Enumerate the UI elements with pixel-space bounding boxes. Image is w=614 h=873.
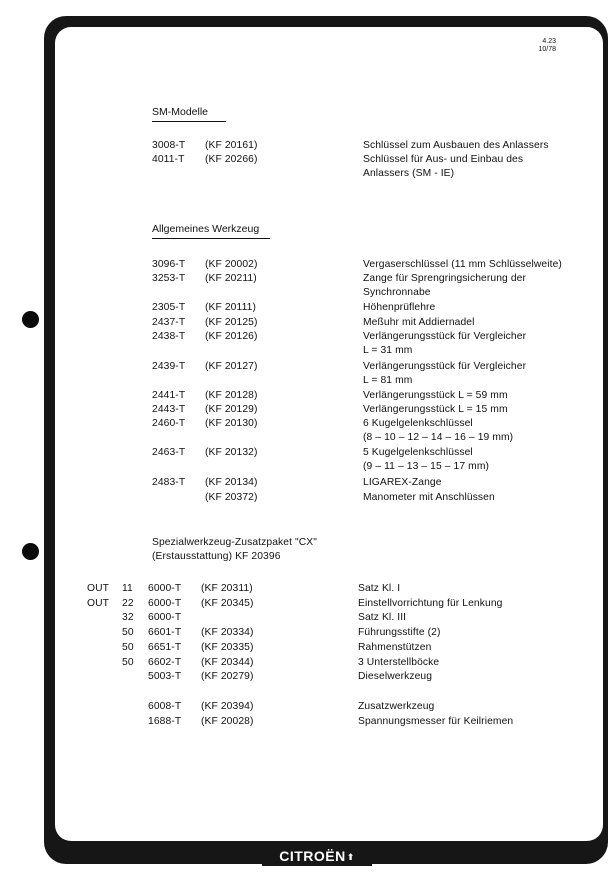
special-tool-quantity: 22 [122, 598, 134, 609]
general-tool-ref: (KF 20002) [205, 259, 258, 270]
sm-tool-description: Schlüssel zum Ausbauen des Anlassers [363, 140, 549, 151]
general-tool-description: (9 – 11 – 13 – 15 – 17 mm) [363, 461, 490, 472]
special-tool-quantity: 50 [122, 627, 134, 638]
special-tool-code: 1688-T [148, 716, 182, 727]
special-section-title-line-1: Spezialwerkzeug-Zusatzpaket "CX" [152, 537, 318, 548]
general-tool-ref: (KF 20125) [205, 317, 258, 328]
general-tool-code: 3253-T [152, 273, 186, 284]
general-tool-description: L = 31 mm [363, 345, 413, 356]
sm-section-title: SM-Modelle [152, 106, 209, 118]
special-tool-code: 5003-T [148, 671, 182, 682]
special-tool-ref: (KF 20344) [201, 657, 254, 668]
special-tool-ref: (KF 20345) [201, 598, 254, 609]
special-tool-quantity: 11 [122, 583, 133, 594]
general-tool-ref: (KF 20127) [205, 361, 258, 372]
special-tool-description: Satz Kl. I [358, 583, 401, 594]
general-tool-description: 5 Kugelgelenkschlüssel [363, 447, 473, 458]
special-section-title-line-2: (Erstausstattung) KF 20396 [152, 551, 281, 562]
general-tool-ref: (KF 20130) [205, 418, 258, 429]
special-tool-description: Spannungsmesser für Keilriemen [358, 716, 514, 727]
general-tool-description: Meßuhr mit Addiernadel [363, 317, 475, 328]
brand-logo [262, 846, 372, 866]
general-tool-ref: (KF 20134) [205, 477, 258, 488]
special-tool-ref: (KF 20394) [201, 701, 254, 712]
general-tool-description: LIGAREX-Zange [363, 477, 442, 488]
page-number-value: 4.23 [542, 38, 556, 45]
special-tool-ref: (KF 20335) [201, 642, 254, 653]
general-tool-code: 2305-T [152, 302, 186, 313]
special-tool-code: 6651-T [148, 642, 182, 653]
special-tool-quantity: 32 [122, 612, 134, 623]
special-tool-description: Satz Kl. III [358, 612, 407, 623]
special-tool-description: Dieselwerkzeug [358, 671, 433, 682]
general-tool-description: Vergaserschlüssel (11 mm Schlüsselweite) [363, 259, 562, 270]
general-tool-code: 2439-T [152, 361, 186, 372]
general-tool-ref: (KF 20111) [205, 302, 256, 313]
special-tool-code: 6602-T [148, 657, 182, 668]
double-chevron-icon: ⬆ [346, 852, 355, 862]
general-tool-description: 6 Kugelgelenkschlüssel [363, 418, 473, 429]
general-tool-description: L = 81 mm [363, 375, 413, 386]
general-tool-code: 2441-T [152, 390, 186, 401]
general-section-underline [152, 238, 270, 239]
special-tool-description: Rahmenstützen [358, 642, 432, 653]
sm-tool-ref: (KF 20266) [205, 154, 258, 165]
general-tool-description: Verlängerungsstück L = 15 mm [363, 404, 508, 415]
general-tool-description: Verlängerungsstück L = 59 mm [363, 390, 508, 401]
general-tool-description: Manometer mit Anschlüssen [363, 492, 495, 503]
general-tool-code: 2460-T [152, 418, 186, 429]
special-tool-status: OUT [87, 583, 110, 594]
binder-hole-bottom [22, 543, 39, 560]
general-tool-ref: (KF 20128) [205, 390, 258, 401]
sm-tool-description: Schlüssel für Aus- und Einbau des [363, 154, 524, 165]
page-date: 10/78 [538, 46, 556, 53]
general-tool-description: Zange für Sprengringsicherung der [363, 273, 526, 284]
general-tool-code: 2463-T [152, 447, 186, 458]
special-tool-description: Einstellvorrichtung für Lenkung [358, 598, 503, 609]
general-tool-description: Höhenprüflehre [363, 302, 436, 313]
page-number [520, 38, 556, 54]
sm-tool-code: 4011-T [152, 154, 185, 165]
general-tool-ref: (KF 20132) [205, 447, 258, 458]
brand-name: CITROËN [279, 848, 346, 864]
general-tool-code: 2443-T [152, 404, 186, 415]
sm-section-underline [152, 121, 226, 122]
special-tool-code: 6000-T [148, 583, 182, 594]
special-tool-code: 6601-T [148, 627, 182, 638]
special-tool-code: 6000-T [148, 612, 182, 623]
general-tool-code: 2483-T [152, 477, 186, 488]
special-tool-description: Führungsstifte (2) [358, 627, 441, 638]
general-tool-description: Synchronnabe [363, 287, 431, 298]
special-tool-ref: (KF 20334) [201, 627, 254, 638]
special-tool-ref: (KF 20279) [201, 671, 254, 682]
special-tool-code: 6000-T [148, 598, 182, 609]
sm-tool-code: 3008-T [152, 140, 186, 151]
general-tool-ref: (KF 20372) [205, 492, 258, 503]
general-tool-description: Verlängerungsstück für Vergleicher [363, 361, 527, 372]
special-tool-quantity: 50 [122, 657, 134, 668]
general-tool-description: (8 – 10 – 12 – 14 – 16 – 19 mm) [363, 432, 514, 443]
binder-hole-top [22, 311, 39, 328]
general-tool-ref: (KF 20211) [205, 273, 257, 284]
general-section-title: Allgemeines Werkzeug [152, 223, 260, 235]
general-tool-description: Verlängerungsstück für Vergleicher [363, 331, 527, 342]
special-tool-status: OUT [87, 598, 110, 609]
sm-tool-description: Anlassers (SM - IE) [363, 168, 455, 179]
general-tool-ref: (KF 20126) [205, 331, 258, 342]
special-tool-description: Zusatzwerkzeug [358, 701, 435, 712]
special-tool-description: 3 Unterstellböcke [358, 657, 440, 668]
general-tool-code: 2438-T [152, 331, 186, 342]
general-tool-ref: (KF 20129) [205, 404, 258, 415]
general-tool-code: 2437-T [152, 317, 186, 328]
sm-tool-ref: (KF 20161) [205, 140, 258, 151]
special-tool-code: 6008-T [148, 701, 182, 712]
special-tool-quantity: 50 [122, 642, 134, 653]
special-tool-ref: (KF 20028) [201, 716, 254, 727]
special-tool-ref: (KF 20311) [201, 583, 253, 594]
general-tool-code: 3096-T [152, 259, 186, 270]
